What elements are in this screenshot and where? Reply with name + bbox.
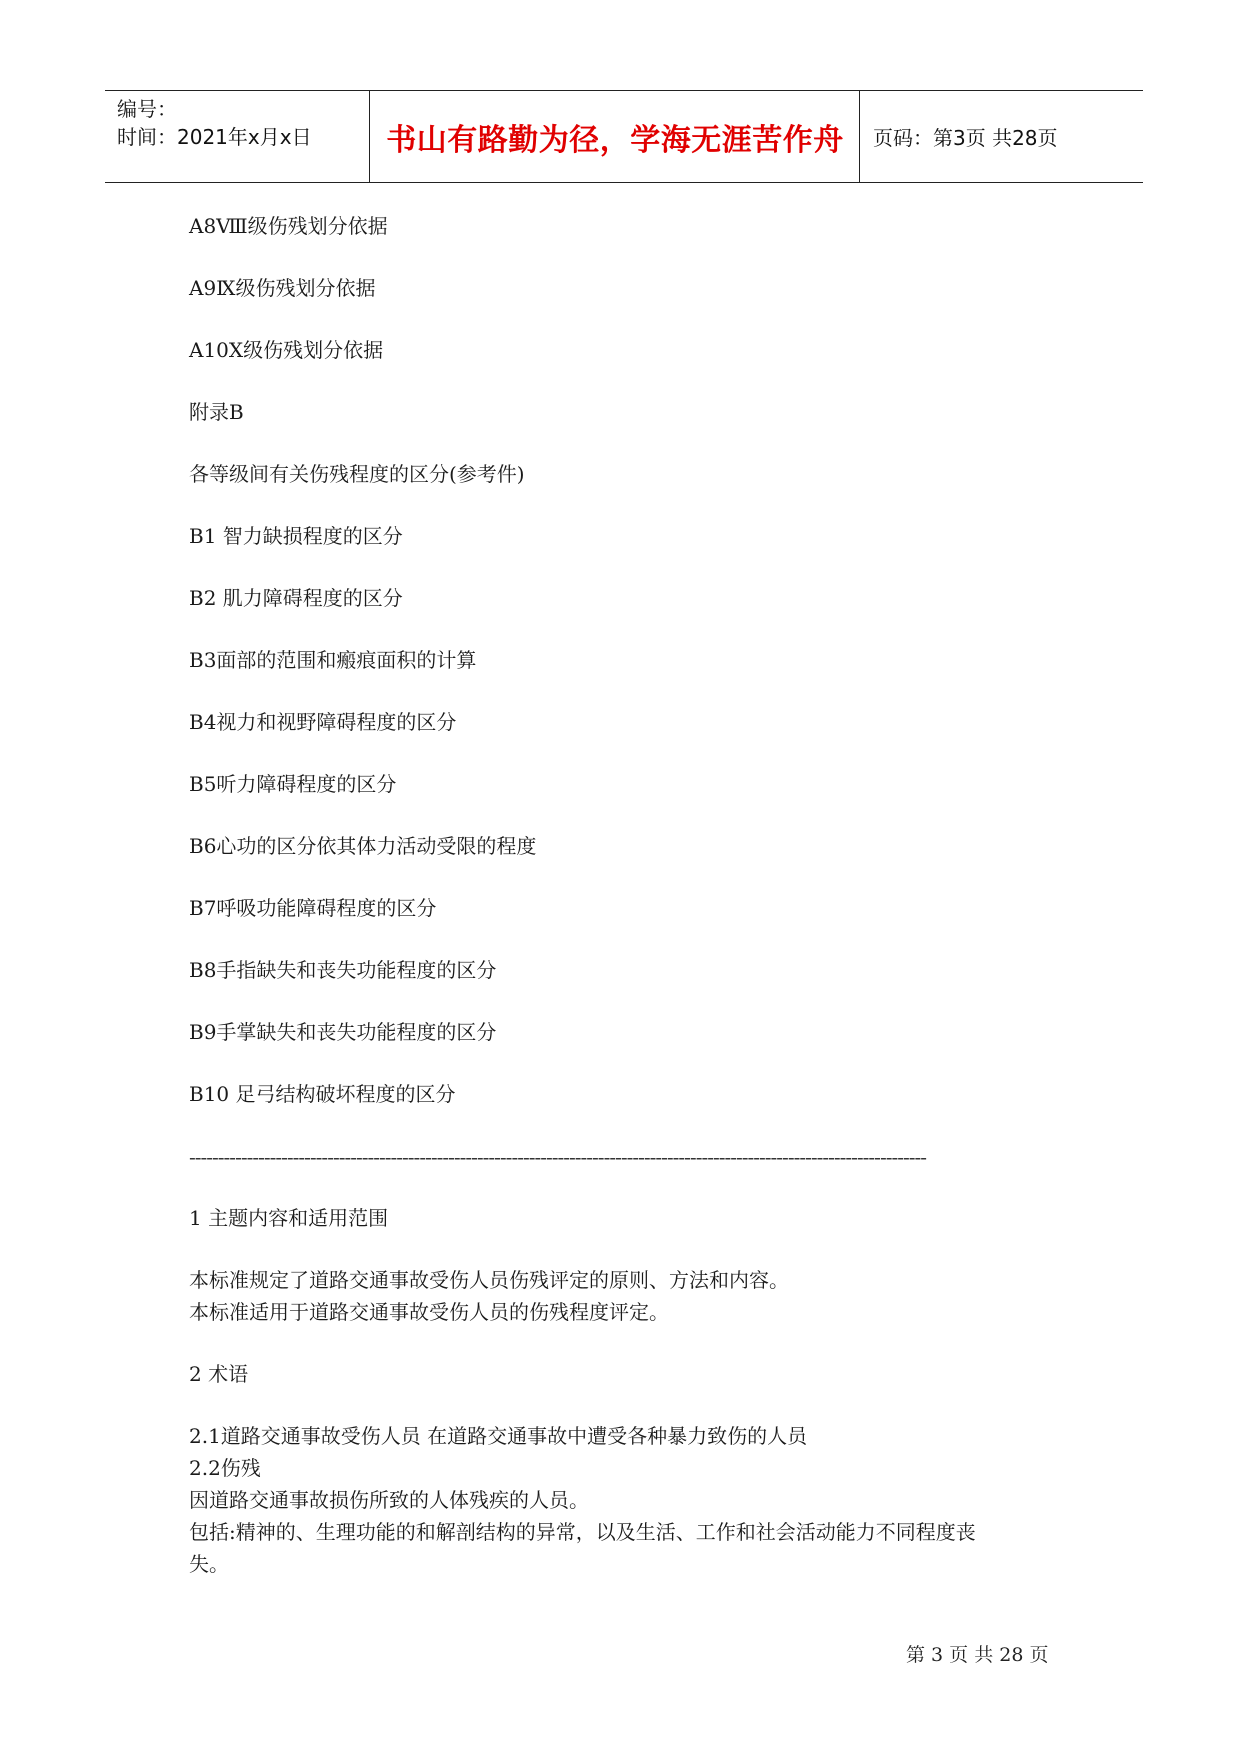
header-divider: [859, 91, 860, 182]
toc-entry-b2: B2 肌力障碍程度的区分: [189, 586, 403, 610]
toc-entry-b10: B10 足弓结构破坏程度的区分: [189, 1082, 456, 1106]
toc-entry-b4: B4视力和视野障碍程度的区分: [189, 710, 457, 734]
document-time-label: 时间：2021年x月x日: [117, 125, 312, 149]
appendix-b-heading: 附录B: [189, 400, 244, 424]
term-2-1: 2.1道路交通事故受伤人员 在道路交通事故中遭受各种暴力致伤的人员: [189, 1424, 808, 1448]
header-meta: [117, 91, 365, 182]
header-page-label: 页码：第3页 共28页: [873, 126, 1058, 150]
toc-entry-a9: A9Ⅸ级伤残划分依据: [189, 276, 376, 300]
document-number-label: 编号：: [117, 97, 177, 121]
term-2-2-definition: 因道路交通事故损伤所致的人体残疾的人员。: [189, 1488, 589, 1512]
page-header: [105, 90, 1143, 183]
page-footer: 第 3 页 共 28 页: [906, 1644, 1049, 1666]
section-2-title: 2 术语: [189, 1362, 249, 1386]
header-motto: 书山有路勤为径，学海无涯苦作舟: [386, 122, 844, 158]
toc-entry-b7: B7呼吸功能障碍程度的区分: [189, 896, 437, 920]
toc-entry-b3: B3面部的范围和瘢痕面积的计算: [189, 648, 477, 672]
term-2-2-includes: 包括:精神的、生理功能的和解剖结构的异常，以及生活、工作和社会活动能力不同程度丧: [189, 1520, 976, 1544]
toc-entry-b5: B5听力障碍程度的区分: [189, 772, 397, 796]
toc-entry-a10: A10Ⅹ级伤残划分依据: [189, 338, 384, 362]
appendix-b-title: 各等级间有关伤残程度的区分(参考件): [189, 462, 525, 486]
toc-entry-a8: A8Ⅷ级伤残划分依据: [189, 214, 388, 238]
term-2-2-includes-cont: 失。: [189, 1552, 229, 1576]
term-2-2-heading: 2.2伤残: [189, 1456, 261, 1480]
toc-entry-b9: B9手掌缺失和丧失功能程度的区分: [189, 1020, 497, 1044]
section-1-paragraph: 本标准适用于道路交通事故受伤人员的伤残程度评定。: [189, 1300, 669, 1324]
header-divider: [369, 91, 370, 182]
toc-entry-b6: B6心功的区分依其体力活动受限的程度: [189, 834, 537, 858]
section-1-title: 1 主题内容和适用范围: [189, 1206, 389, 1230]
section-1-paragraph: 本标准规定了道路交通事故受伤人员伤残评定的原则、方法和内容。: [189, 1268, 789, 1292]
toc-entry-b8: B8手指缺失和丧失功能程度的区分: [189, 958, 497, 982]
toc-entry-b1: B1 智力缺损程度的区分: [189, 524, 403, 548]
dashed-separator: --------------------------------------------------------------------------------------------------------------------------------: [189, 1145, 926, 1169]
